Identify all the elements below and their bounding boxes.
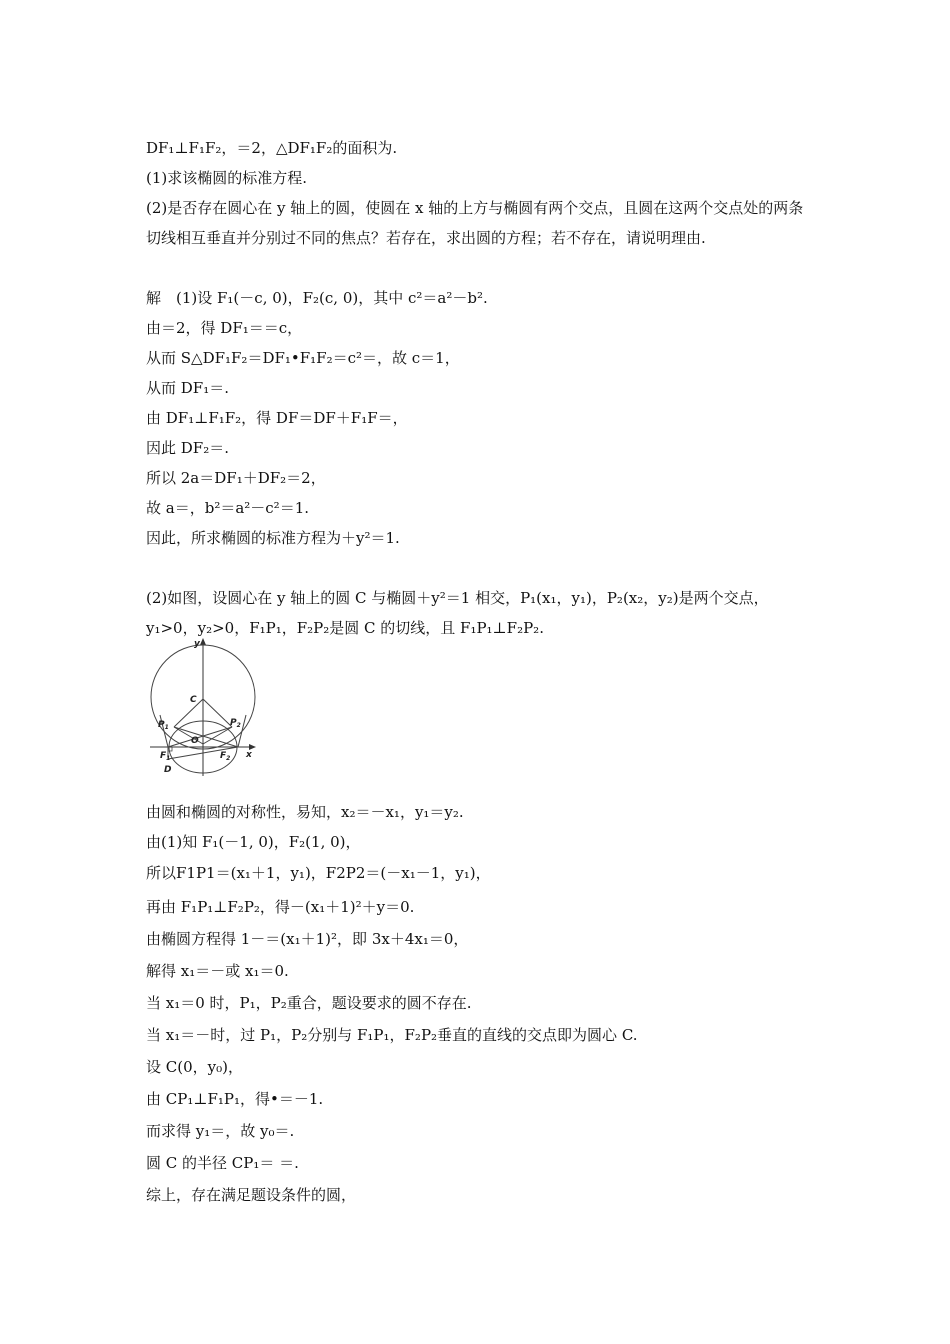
label-o: O: [191, 736, 199, 746]
text-line-9: 因此 DF₂＝.: [146, 439, 229, 457]
text-line-26: 综上，存在满足题设条件的圆，: [146, 1186, 357, 1204]
text-paragraph-13: (2)如图，设圆心在 y 轴上的圆 C 与椭圆＋y²＝1 相交，P₁(x₁，y₁)，P₂(x₂，y₂)是两个交点，y₁>0，y₂>0，F₁P₁，F₂P₂是圆 C 的切线，且 F₁P₁⊥F₂P₂.: [146, 589, 769, 637]
label-f1: $F_1$: [160, 751, 171, 762]
text-line-20: 当 x₁＝0 时，P₁，P₂重合，题设要求的圆不存在.: [146, 994, 472, 1012]
label-d: D: [164, 765, 172, 775]
text-line-14: 由圆和椭圆的对称性，易知，x₂＝－x₁，y₁＝y₂.: [146, 803, 464, 821]
y-axis-arrow: [200, 638, 206, 645]
text-line-11: 故 a＝，b²＝a²－c²＝1.: [146, 499, 310, 517]
tangent-line-2: [238, 715, 246, 747]
text-line-8: 由 DF₁⊥F₁F₂，得 DF＝DF＋F₁F＝，: [146, 409, 408, 427]
text-line-22: 设 C(0，y₀)，: [146, 1058, 243, 1076]
figure-svg: [146, 636, 266, 778]
text-line-7: 从而 DF₁＝.: [146, 379, 229, 397]
text-line-23: 由 CP₁⊥F₁P₁，得•＝－1.: [146, 1090, 324, 1108]
text-line-6: 从而 S△DF₁F₂＝DF₁•F₁F₂＝c²＝，故 c＝1，: [146, 349, 460, 367]
label-c: C: [190, 695, 197, 705]
text-line-16: 所以F1P1＝(x₁＋1，y₁)，F2P2＝(－x₁－1，y₁)，: [146, 864, 491, 882]
label-x: x: [246, 750, 252, 760]
label-y: y: [194, 639, 200, 649]
text-line-18: 由椭圆方程得 1－＝(x₁＋1)²，即 3x＋4x₁＝0，: [146, 930, 469, 948]
segment-c-p2: [203, 699, 232, 727]
segment-p2-o: [203, 727, 232, 744]
text-line-5: 由＝2，得 DF₁＝＝c，: [146, 319, 303, 337]
text-line-2: (1)求该椭圆的标准方程.: [146, 169, 308, 187]
text-line-15: 由(1)知 F₁(－1, 0)，F₂(1, 0)，: [146, 833, 361, 851]
text-line-1: DF₁⊥F₁F₂，＝2，△DF₁F₂的面积为.: [146, 139, 398, 157]
text-line-21: 当 x₁＝－时，过 P₁，P₂分别与 F₁P₁，F₂P₂垂直的直线的交点即为圆心 C.: [146, 1026, 638, 1044]
text-paragraph-3: (2)是否存在圆心在 y 轴上的圆，使圆在 x 轴的上方与椭圆有两个交点，且圆在这两个交点处的两条切线相互垂直并分别过不同的焦点？若存在，求出圆的方程；若不存在，请说明理由.: [146, 199, 804, 247]
text-line-25: 圆 C 的半径 CP₁＝ ＝.: [146, 1154, 299, 1172]
text-line-12: 因此，所求椭圆的标准方程为＋y²＝1.: [146, 529, 400, 547]
segment-c-p1: [174, 699, 203, 727]
text-line-24: 而求得 y₁＝，故 y₀＝.: [146, 1122, 295, 1140]
text-line-4: 解 (1)设 F₁(－c, 0)，F₂(c, 0)，其中 c²＝a²－b².: [146, 289, 488, 307]
label-p1: $P_1$: [158, 720, 169, 731]
label-f2: $F_2$: [220, 751, 231, 762]
geometry-figure: [146, 636, 266, 778]
text-line-19: 解得 x₁＝－或 x₁＝0.: [146, 962, 289, 980]
text-line-10: 所以 2a＝DF₁＋DF₂＝2，: [146, 469, 326, 487]
label-p2: $P_2$: [230, 718, 241, 729]
text-line-17: 再由 F₁P₁⊥F₂P₂，得－(x₁＋1)²＋y＝0.: [146, 898, 415, 916]
